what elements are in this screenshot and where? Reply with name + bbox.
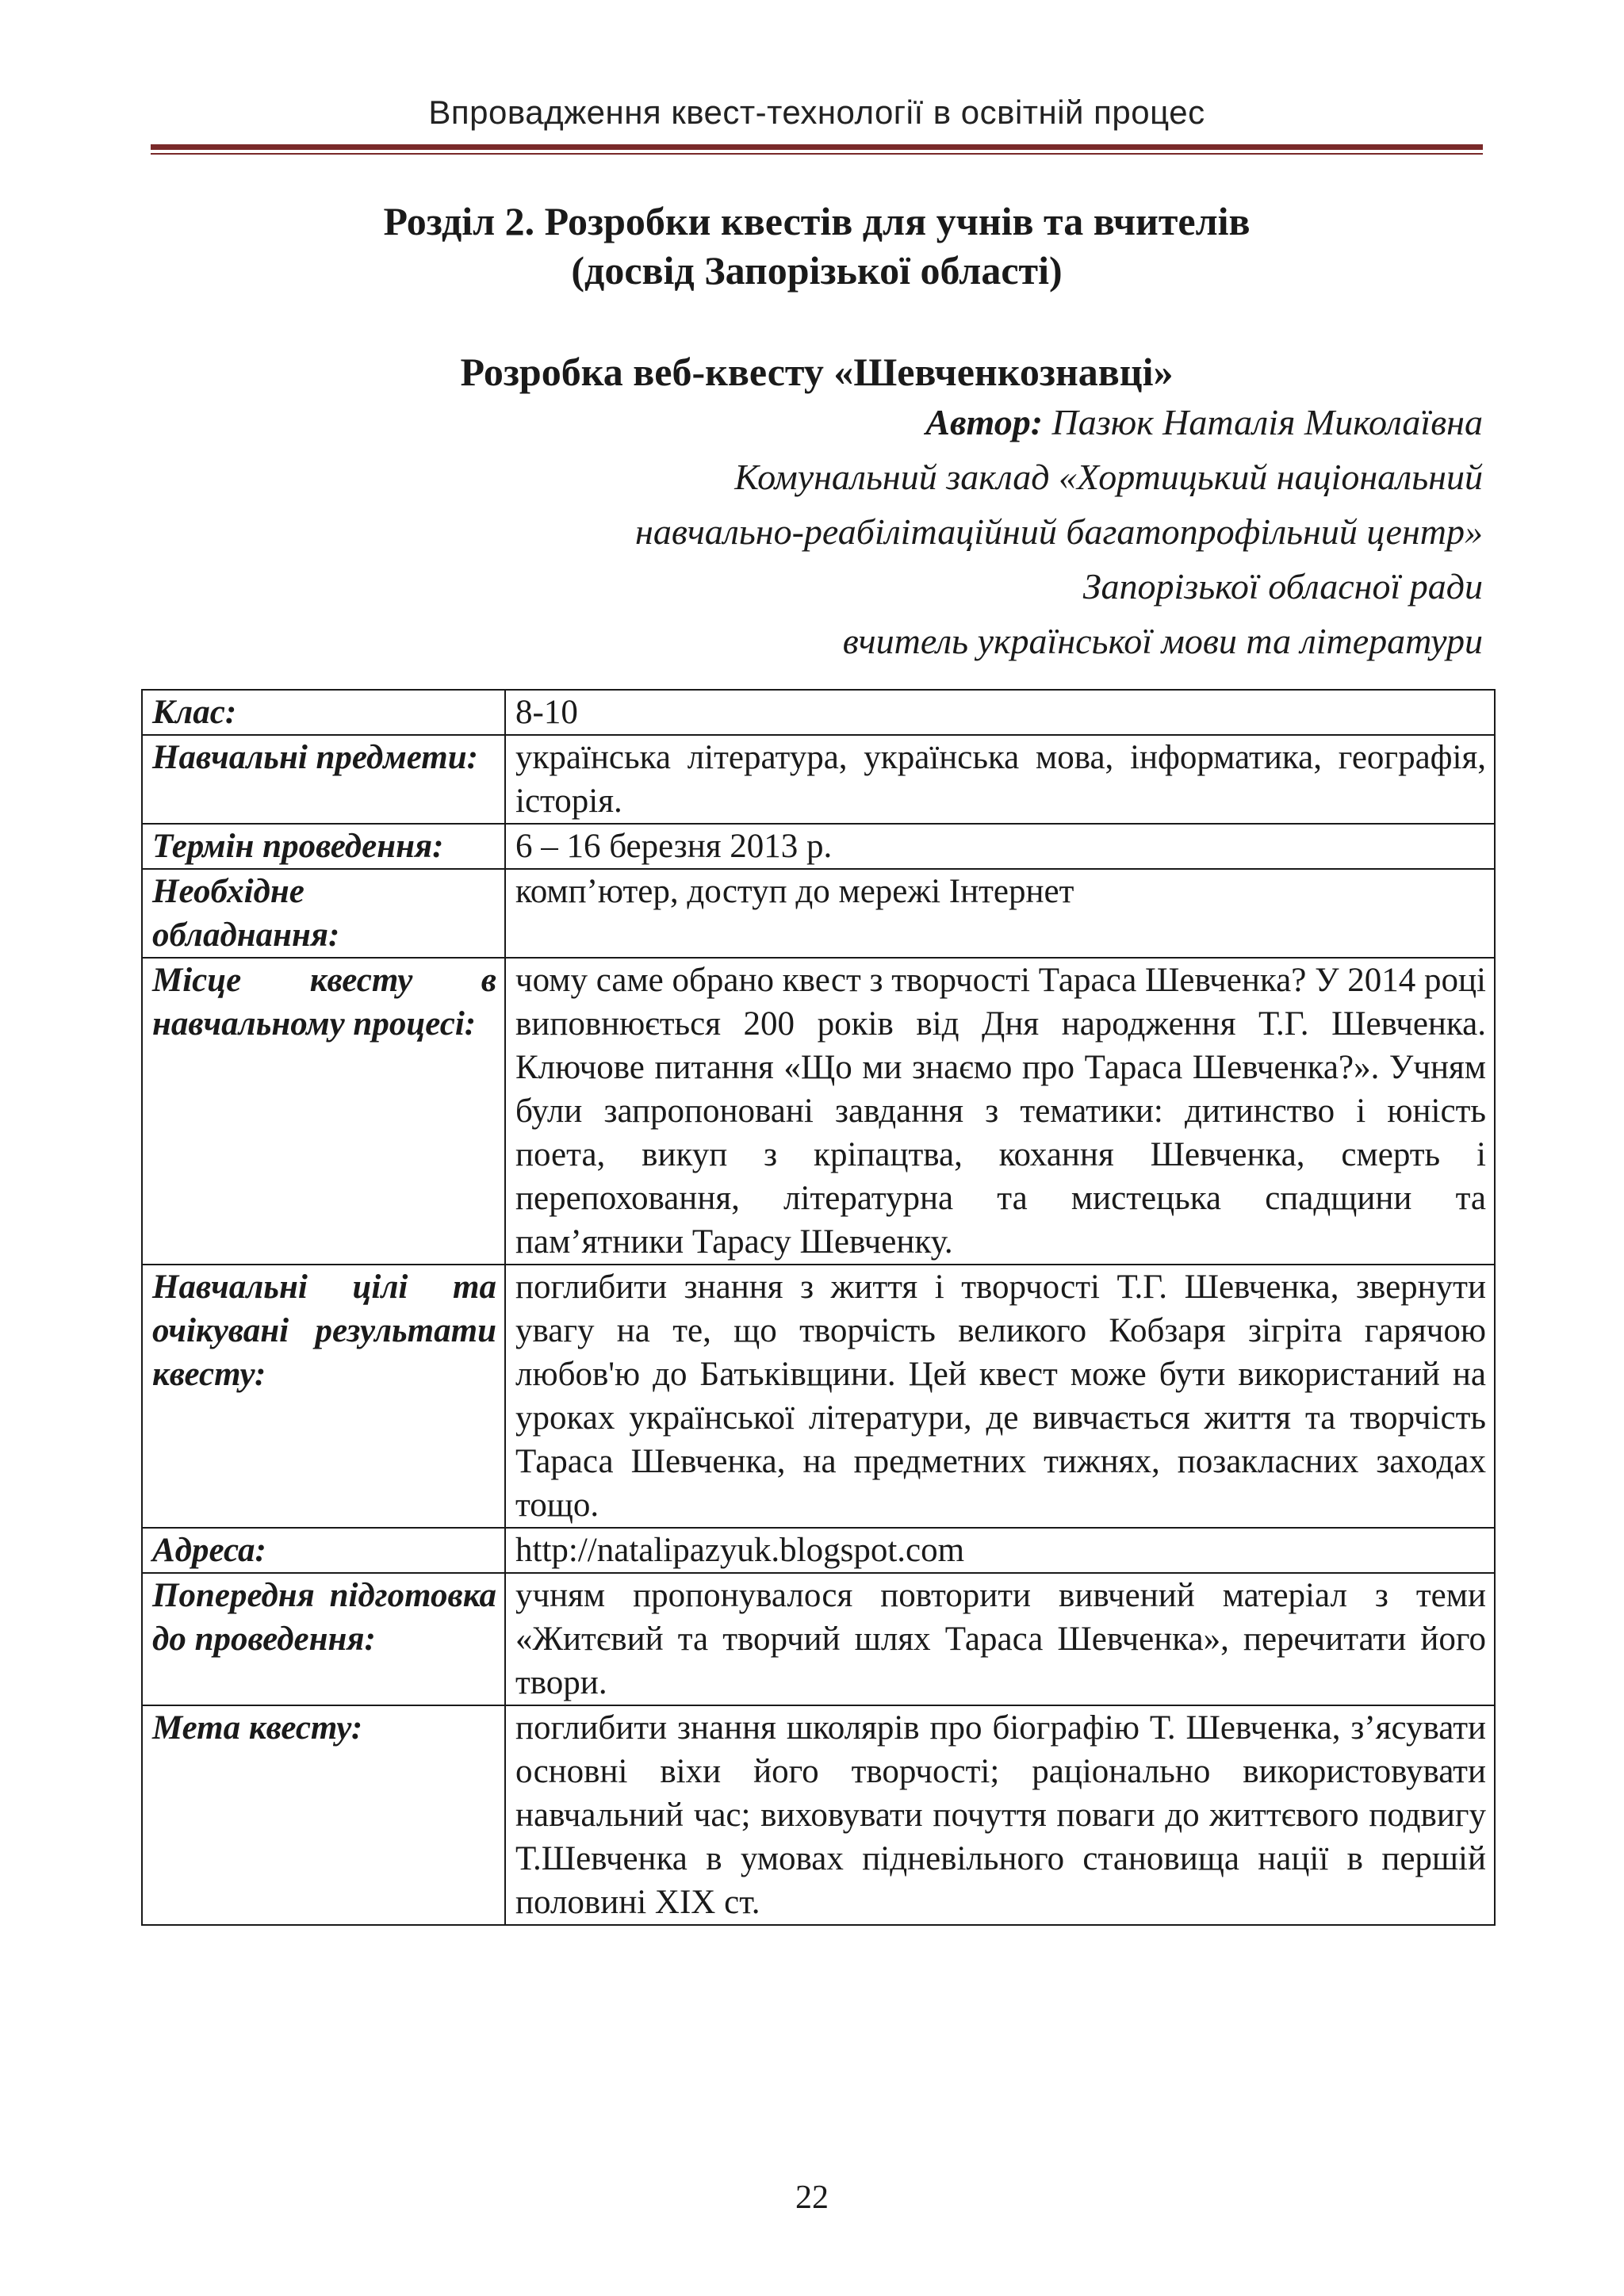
table-row xyxy=(142,824,1495,869)
section-title-line2: (досвід Запорізької області) xyxy=(571,248,1063,293)
row-value-class: 8-10 xyxy=(505,690,1495,735)
quest-info-table xyxy=(141,689,1496,1926)
section-title-line1: Розділ 2. Розробки квестів для учнів та вчителів xyxy=(383,199,1251,243)
table-row xyxy=(142,1528,1495,1573)
row-label-aim: Мета квесту: xyxy=(142,1705,505,1925)
page-number: 22 xyxy=(795,2179,829,2216)
table-row xyxy=(142,1573,1495,1705)
table-row xyxy=(142,958,1495,1265)
table-row xyxy=(142,1265,1495,1528)
row-value-preparation: учням пропонувалося повторити вивчений матеріал з теми «Житєвий та творчий шлях Тараса Шевченка», перечитати його твори. xyxy=(505,1573,1495,1705)
row-label-subjects: Навчальні предмети: xyxy=(142,735,505,824)
quest-title: Розробка веб-квесту «Шевченкознавці» xyxy=(460,350,1174,394)
header-rule xyxy=(151,144,1483,150)
author-org-line1: Комунальний заклад «Хортицький національний xyxy=(734,457,1483,497)
author-org-line2: навчально-реабілітаційний багатопрофільний центр» xyxy=(635,511,1483,552)
author-label: Автор: xyxy=(925,402,1044,442)
author-position: вчитель української мови та літератури xyxy=(842,621,1483,661)
section-title xyxy=(151,197,1483,295)
row-value-dates: 6 – 16 березня 2013 р. xyxy=(505,824,1495,869)
row-value-goals: поглибити знання з життя і творчості Т.Г. Шевченка, звернути увагу на те, що творчість великого Кобзаря зігріта гарячою любов'ю до Батьківщини. Цей квест може бути використаний на уроках української літератури, де вивчається життя та творчість Тараса Шевченка, на предметних тижнях, позакласних заходах тощо. xyxy=(505,1265,1495,1528)
author-block xyxy=(293,395,1483,668)
row-label-dates: Термін проведення: xyxy=(142,824,505,869)
table-row xyxy=(142,735,1495,824)
row-label-address: Адреса: xyxy=(142,1528,505,1573)
author-name: Пазюк Наталія Миколаївна xyxy=(1051,402,1483,442)
row-value-place: чому саме обрано квест з творчості Тараса Шевченка? У 2014 році виповнюється 200 років від Дня народження Т.Г. Шевченка. Ключове питання «Що ми знаємо про Тараса Шевченка?». Учням були запропоновані завдання з тематики: дитинство і юність поета, викуп з кріпацтва, кохання Шевченка, смерть і перепоховання, літературна та мистецька спадщини та пам’ятники Тарасу Шевченку. xyxy=(505,958,1495,1265)
row-label-equipment: Необхідне обладнання: xyxy=(142,869,505,958)
row-label-place: Місце квесту в навчальному процесі: xyxy=(142,958,505,1265)
table-row xyxy=(142,1705,1495,1925)
table-row xyxy=(142,690,1495,735)
row-value-subjects: українська література, українська мова, інформатика, географія, історія. xyxy=(505,735,1495,824)
header-rule-thin xyxy=(151,153,1483,155)
row-label-goals: Навчальні цілі та очікувані результати квесту: xyxy=(142,1265,505,1528)
row-label-class: Клас: xyxy=(142,690,505,735)
author-org-line3: Запорізької обласної ради xyxy=(1082,566,1483,607)
row-value-address[interactable]: http://natalipazyuk.blogspot.com xyxy=(505,1528,1495,1573)
row-value-aim: поглибити знання школярів про біографію Т. Шевченка, з’ясувати основні віхи його творчості; раціонально використовувати навчальний час; виховувати почуття поваги до життєвого подвигу Т.Шевченка в умовах підневільного становища нації в першій половині XIX ст. xyxy=(505,1705,1495,1925)
row-label-preparation: Попередня підготовка до проведення: xyxy=(142,1573,505,1705)
author-line xyxy=(293,395,1483,450)
table-row xyxy=(142,869,1495,958)
row-value-equipment: комп’ютер, доступ до мережі Інтернет xyxy=(505,869,1495,958)
running-header: Впровадження квест-технології в освітній процес xyxy=(428,94,1205,131)
